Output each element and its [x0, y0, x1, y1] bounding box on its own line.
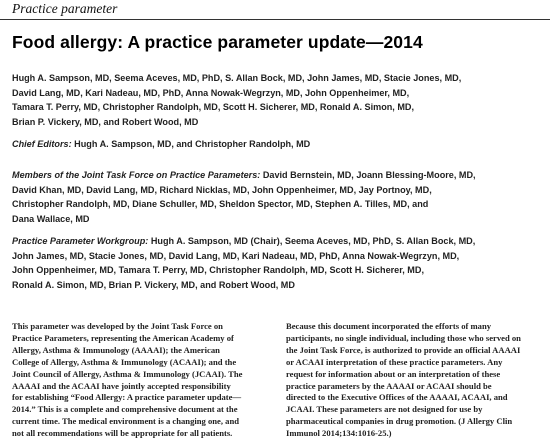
body-line: AAAAI and the ACAAI have jointly accepted responsibility [12, 380, 231, 391]
body-line: 2014.” This is a complete and comprehensive document at the [12, 404, 238, 415]
author-list [12, 71, 544, 129]
page-title: Food allergy: A practice parameter update—2014 [12, 32, 423, 52]
chief-editors-line [12, 137, 544, 152]
body-line: request for information about or an interpretation of these [286, 368, 501, 379]
workgroup-label: Practice Parameter Workgroup: [12, 236, 149, 246]
body-line: Because this document incorporated the efforts of many [286, 321, 492, 331]
task-force-line: Dana Wallace, MD [12, 213, 90, 224]
task-force-members [12, 168, 544, 226]
body-line: This parameter was developed by the Joint Task Force on [12, 321, 223, 331]
body-line: Practice Parameters, representing the American Academy of [12, 332, 234, 343]
body-line: directed to the Executive Offices of the AAAAI, ACAAI, and [286, 392, 508, 403]
task-force-line: David Khan, MD, David Lang, MD, Richard Nicklas, MD, John Oppenheimer, MD, Jay Portnoy, MD, [12, 184, 432, 195]
body-line: Immunol 2014;134:1016-25.) [286, 428, 392, 439]
workgroup-line: Ronald A. Simon, MD, Brian P. Vickery, MD, and Robert Wood, MD [12, 279, 295, 290]
workgroup-line [12, 234, 544, 249]
task-force-names: David Bernstein, MD, Joann Blessing-Moore, MD, [262, 170, 476, 180]
body-line: Joint Council of Allergy, Asthma & Immunology (JCAAI). The [12, 368, 243, 379]
chief-editors [12, 137, 544, 152]
task-force-line [12, 168, 544, 183]
author-line: Hugh A. Sampson, MD, Seema Aceves, MD, PhD, S. Allan Bock, MD, John James, MD, Stacie Jones, MD, [12, 73, 462, 83]
body-line: the Joint Task Force, is authorized to provide an official AAAAI [286, 344, 521, 355]
workgroup-line: John Oppenheimer, MD, Tamara T. Perry, MD, Christopher Randolph, MD, Scott H. Sicherer, MD, [12, 265, 424, 276]
body-line: participants, no single individual, including those who served on [286, 332, 521, 343]
body-line: not all recommendations will be appropriate for all patients. [12, 428, 233, 439]
author-line: Tamara T. Perry, MD, Christopher Randolph, MD, Scott H. Sicherer, MD, Ronald A. Simon, MD, [12, 102, 415, 113]
body-column-right [286, 321, 542, 440]
body-line: or ACAAI interpretation of these practice parameters. Any [286, 356, 503, 367]
author-line: Brian P. Vickery, MD, and Robert Wood, MD [12, 116, 199, 127]
chief-editors-names: Hugh A. Sampson, MD, and Christopher Randolph, MD [74, 139, 311, 149]
workgroup-members [12, 234, 544, 292]
header-rule [0, 19, 550, 20]
section-header-label: Practice parameter [12, 1, 118, 16]
body-line: JCAAI. These parameters are not designed for use by [286, 404, 483, 415]
task-force-label: Members of the Joint Task Force on Practice Parameters: [12, 170, 261, 180]
chief-editors-label: Chief Editors: [12, 139, 72, 149]
workgroup-line: John James, MD, Stacie Jones, MD, David Lang, MD, Kari Nadeau, MD, PhD, Anna Nowak-Wegrzyn, MD, [12, 250, 460, 261]
body-line: current time. The medical environment is a changing one, and [12, 416, 240, 427]
body-column-left [12, 321, 268, 440]
author-line: David Lang, MD, Kari Nadeau, MD, PhD, Anna Nowak-Wegrzyn, MD, John Oppenheimer, MD, [12, 87, 410, 98]
body-line: College of Allergy, Asthma & Immunology (ACAAI); and the [12, 356, 237, 367]
body-line: practice parameters by the AAAAI or ACAAI should be [286, 380, 492, 391]
body-line: Allergy, Asthma & Immunology (AAAAI); the American [12, 344, 220, 355]
body-line: for establishing “Food Allergy: A practice parameter update— [12, 392, 242, 403]
task-force-line: Christopher Randolph, MD, Diane Schuller, MD, Sheldon Spector, MD, Stephen A. Tilles, MD, and [12, 199, 429, 210]
workgroup-names: Hugh A. Sampson, MD (Chair), Seema Aceves, MD, PhD, S. Allan Bock, MD, [150, 236, 476, 246]
body-line: pharmaceutical companies in drug promotion. (J Allergy Clin [286, 416, 513, 427]
